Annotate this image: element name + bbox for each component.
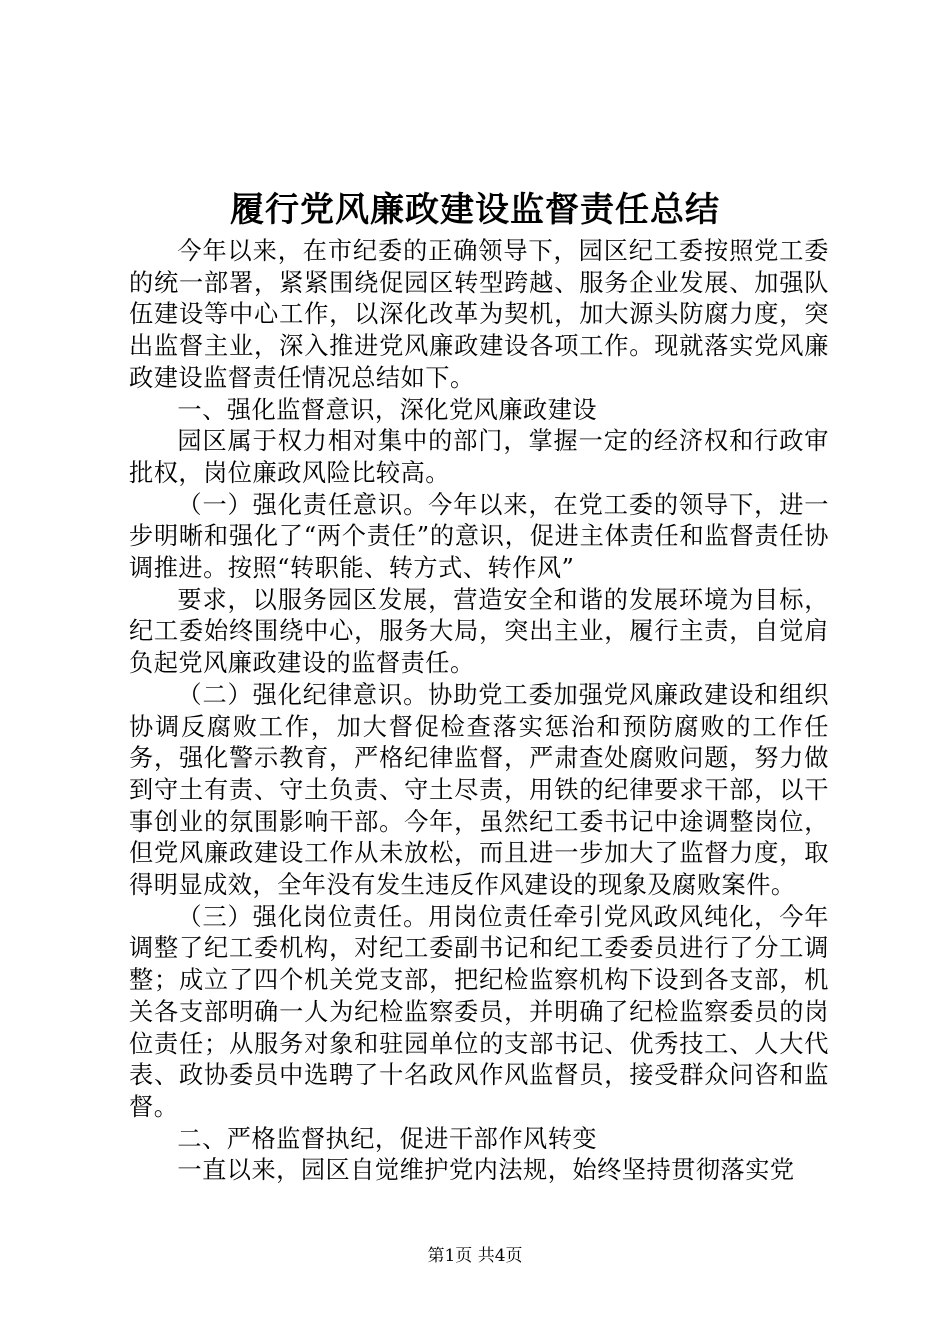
section-heading-1: 一、强化监督意识，深化党风廉政建设: [177, 395, 598, 424]
paragraph-intro: 今年以来，在市纪委的正确领导下，园区纪工委按照党工委的统一部署，紧紧围绕促园区转型跨越、服务企业发展、加强队伍建设等中心工作，以深化改革为契机，加大源头防腐力度，突出监督主业，深入推进党风廉政建设各项工作。现就落实党风廉政建设监督责任情况总结如下。: [129, 237, 829, 392]
paragraph-section-2-intro: 一直以来，园区自觉维护党内法规，始终坚持贯彻落实党: [177, 1156, 795, 1185]
page-footer: 第1页 共4页: [427, 1246, 523, 1266]
section-heading-2: 二、严格监督执纪，促进干部作风转变: [177, 1124, 598, 1153]
paragraph-requirement: 要求，以服务园区发展，营造安全和谐的发展环境为目标，纪工委始终围绕中心，服务大局，突出主业，履行主责，自觉肩负起党风廉政建设的监督责任。: [129, 585, 829, 678]
document-body: [129, 236, 829, 1187]
document-title: 履行党风廉政建设监督责任总结: [230, 190, 720, 230]
paragraph-responsibility: （一）强化责任意识。今年以来，在党工委的领导下，进一步明晰和强化了“两个责任”的意识，促进主体责任和监督责任协调推进。按照“转职能、转方式、转作风”: [129, 490, 829, 583]
paragraph-section-1-intro: 园区属于权力相对集中的部门，掌握一定的经济权和行政审批权，岗位廉政风险比较高。: [129, 427, 829, 487]
paragraph-discipline: （二）强化纪律意识。协助党工委加强党风廉政建设和组织协调反腐败工作，加大督促检查落实惩治和预防腐败的工作任务，强化警示教育，严格纪律监督，严肃查处腐败问题，努力做到守土有责、守土负责、守土尽责，用铁的纪律要求干部，以干事创业的氛围影响干部。今年，虽然纪工委书记中途调整岗位，但党风廉政建设工作从未放松，而且进一步加大了监督力度，取得明显成效，全年没有发生违反作风建设的现象及腐败案件。: [129, 680, 829, 900]
paragraph-post-responsibility: （三）强化岗位责任。用岗位责任牵引党风政风纯化，今年调整了纪工委机构，对纪工委副书记和纪工委委员进行了分工调整；成立了四个机关党支部，把纪检监察机构下设到各支部，机关各支部明确一人为纪检监察委员，并明确了纪检监察委员的岗位责任；从服务对象和驻园单位的支部书记、优秀技工、人大代表、政协委员中选聘了十名政风作风监督员，接受群众问咨和监督。: [129, 902, 829, 1121]
